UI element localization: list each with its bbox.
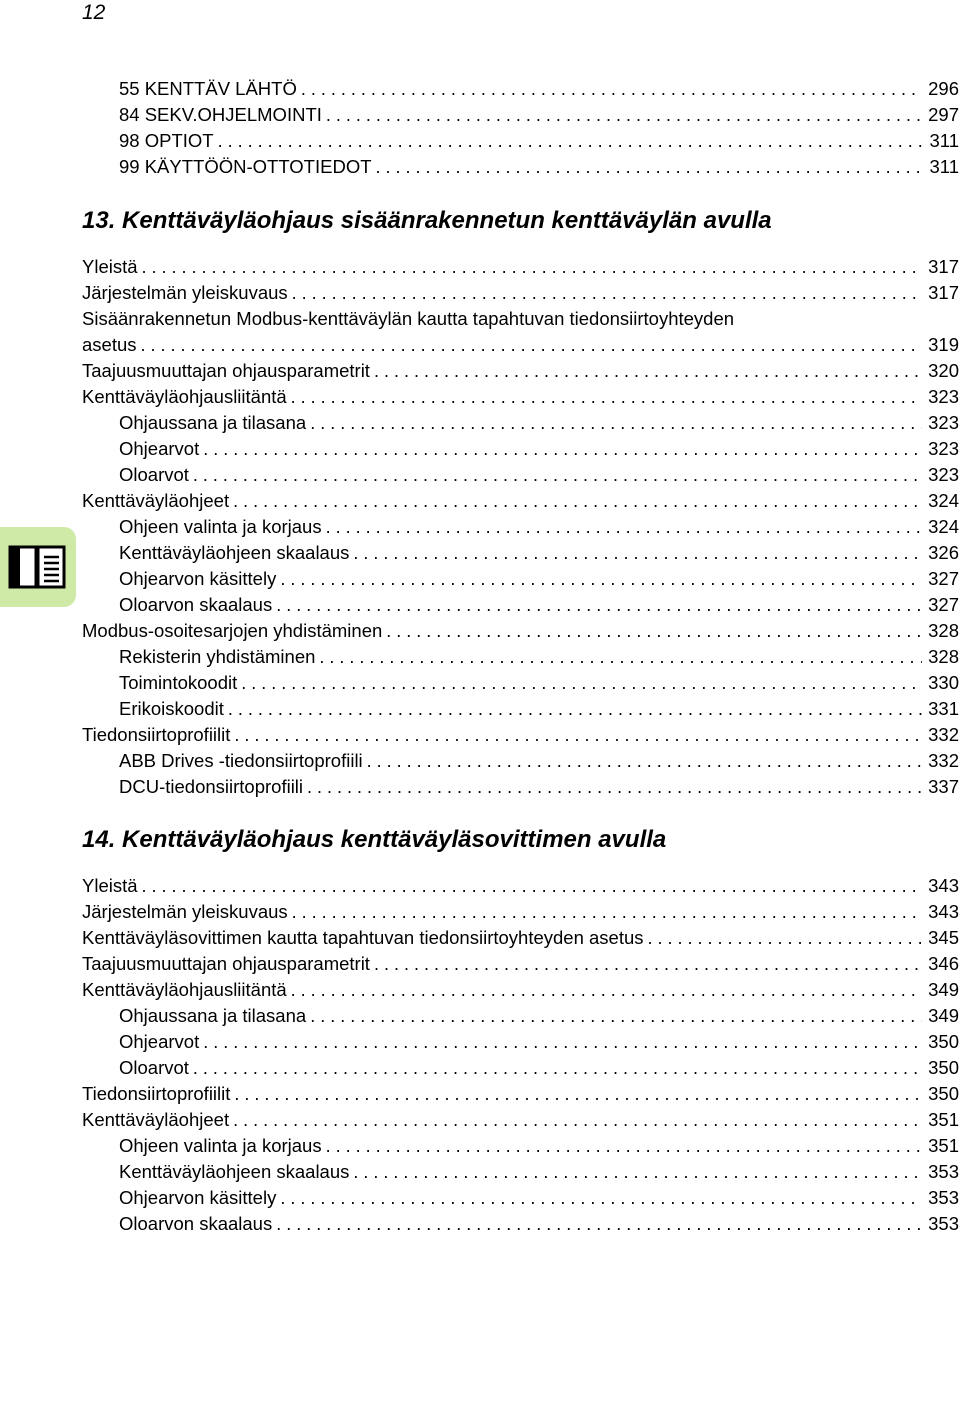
toc-entry[interactable] [119, 102, 959, 128]
entry-page: 353 [928, 1161, 959, 1182]
entry-title: Kenttäväyläohjeen skaalaus [119, 542, 350, 563]
entry-title: Kenttäväyläsovittimen kautta tapahtuvan tiedonsiirtoyhteyden asetus [82, 927, 644, 948]
entry-page: 343 [928, 875, 959, 896]
entry-page: 296 [928, 78, 959, 99]
entry-title: Taajuusmuuttajan ohjausparametrit [82, 953, 370, 974]
entry-page: 323 [928, 412, 959, 433]
entry-page: 324 [928, 490, 959, 511]
entry-title: asetus [82, 334, 137, 355]
entry-page: 351 [928, 1109, 959, 1130]
toc-entry[interactable] [82, 384, 959, 410]
entry-title: Oloarvon skaalaus [119, 1213, 273, 1234]
entry-title: Oloarvot [119, 464, 189, 485]
entry-page: 346 [928, 953, 959, 974]
entry-page: 317 [928, 256, 959, 277]
toc-entry[interactable] [82, 951, 959, 977]
entry-page: 327 [928, 568, 959, 589]
entry-page: 323 [928, 438, 959, 459]
toc-entry[interactable] [119, 128, 959, 154]
entry-page: 351 [928, 1135, 959, 1156]
entry-page: 350 [928, 1031, 959, 1052]
toc-entry[interactable] [119, 1055, 959, 1081]
toc-entry[interactable] [119, 1029, 959, 1055]
entry-title: Yleistä [82, 875, 138, 896]
entry-title: Kenttäväyläohjeet [82, 1109, 230, 1130]
toc-entry[interactable] [82, 977, 959, 1003]
entry-title: Tiedonsiirtoprofiilit [82, 724, 231, 745]
toc-entry[interactable] [119, 514, 959, 540]
toc-entry[interactable] [119, 462, 959, 488]
toc-entry[interactable] [119, 670, 959, 696]
chapter-heading: 14. Kenttäväyläohjaus kenttäväyläsovittimen avulla [82, 826, 667, 853]
entry-title: Tiedonsiirtoprofiilit [82, 1083, 231, 1104]
entry-page: 349 [928, 1005, 959, 1026]
entry-page: 343 [928, 901, 959, 922]
entry-title: Ohjaussana ja tilasana [119, 412, 307, 433]
entry-title: Ohjearvot [119, 1031, 200, 1052]
entry-page: 337 [928, 776, 959, 797]
entry-page: 353 [928, 1213, 959, 1234]
entry-page: 323 [928, 464, 959, 485]
toc-entry[interactable] [82, 618, 959, 644]
entry-title: Oloarvon skaalaus [119, 594, 273, 615]
toc-entry[interactable] [119, 154, 959, 180]
chapter-heading: 13. Kenttäväyläohjaus sisäänrakennetun kenttäväylän avulla [82, 207, 772, 234]
toc-entry[interactable] [119, 644, 959, 670]
entry-page: 328 [928, 646, 959, 667]
entry-page: 319 [928, 334, 959, 355]
toc-entry[interactable] [119, 566, 959, 592]
entry-title: Järjestelmän yleiskuvaus [82, 282, 288, 303]
toc-entry[interactable] [119, 696, 959, 722]
entry-page: 328 [928, 620, 959, 641]
toc-entry[interactable] [119, 748, 959, 774]
toc-entry[interactable] [119, 1211, 959, 1237]
entry-page: 327 [928, 594, 959, 615]
entry-page: 332 [928, 750, 959, 771]
toc-entry[interactable] [82, 899, 959, 925]
entry-page: 350 [928, 1057, 959, 1078]
entry-title: Kenttäväyläohjeen skaalaus [119, 1161, 350, 1182]
entry-page: 311 [929, 156, 959, 177]
entry-title: Ohjearvon käsittely [119, 568, 277, 589]
toc-entry[interactable] [82, 358, 959, 384]
entry-title: Oloarvot [119, 1057, 189, 1078]
entry-title: Kenttäväyläohjausliitäntä [82, 979, 287, 1000]
entry-title: Toimintokoodit [119, 672, 238, 693]
entry-title: Ohjaussana ja tilasana [119, 1005, 307, 1026]
entry-title: 84 SEKV.OHJELMOINTI [119, 104, 322, 125]
toc-entry[interactable] [82, 280, 959, 306]
entry-title: Järjestelmän yleiskuvaus [82, 901, 288, 922]
toc-entry[interactable] [119, 1003, 959, 1029]
toc-entry[interactable] [119, 592, 959, 618]
entry-page: 297 [928, 104, 959, 125]
toc-entry[interactable] [82, 488, 959, 514]
entry-page: 323 [928, 386, 959, 407]
toc-entry[interactable] [119, 774, 959, 800]
toc-entry[interactable] [119, 436, 959, 462]
page-number: 12 [82, 1, 106, 24]
entry-title: Kenttäväyläohjausliitäntä [82, 386, 287, 407]
entry-page: 331 [928, 698, 959, 719]
entry-title: ABB Drives -tiedonsiirtoprofiili [119, 750, 363, 771]
entry-title: 55 KENTTÄV LÄHTÖ [119, 78, 297, 99]
entry-page: 345 [928, 927, 959, 948]
entry-page: 317 [928, 282, 959, 303]
toc-entry[interactable] [119, 410, 959, 436]
toc-entry[interactable] [119, 1133, 959, 1159]
toc-entry[interactable] [119, 1185, 959, 1211]
toc-entry[interactable] [82, 722, 959, 748]
entry-page: 324 [928, 516, 959, 537]
entry-title: DCU-tiedonsiirtoprofiili [119, 776, 304, 797]
toc-entry[interactable] [82, 254, 959, 280]
entry-title: Yleistä [82, 256, 138, 277]
toc-entry[interactable] [119, 1159, 959, 1185]
entry-page: 332 [928, 724, 959, 745]
entry-title: Erikoiskoodit [119, 698, 224, 719]
entry-page: 326 [928, 542, 959, 563]
entry-title: Kenttäväyläohjeet [82, 490, 230, 511]
toc-entry[interactable] [82, 332, 959, 358]
entry-page: 350 [928, 1083, 959, 1104]
entry-page: 330 [928, 672, 959, 693]
entry-page: 320 [928, 360, 959, 381]
entry-page: 349 [928, 979, 959, 1000]
entry-title: 98 OPTIOT [119, 130, 214, 151]
entry-title: Ohjearvon käsittely [119, 1187, 277, 1208]
entry-title: Ohjeen valinta ja korjaus [119, 516, 322, 537]
entry-title: Modbus-osoitesarjojen yhdistäminen [82, 620, 383, 641]
entry-page: 353 [928, 1187, 959, 1208]
entry-title: Ohjeen valinta ja korjaus [119, 1135, 322, 1156]
entry-page: 311 [929, 130, 959, 151]
entry-title: Taajuusmuuttajan ohjausparametrit [82, 360, 370, 381]
toc-entry[interactable] [82, 1107, 959, 1133]
entry-title: 99 KÄYTTÖÖN-OTTOTIEDOT [119, 156, 372, 177]
book-icon [8, 543, 66, 591]
entry-title: Rekisterin yhdistäminen [119, 646, 316, 667]
entry-title-line1[interactable]: Sisäänrakennetun Modbus-kenttäväylän kautta tapahtuvan tiedonsiirtoyhteyden [82, 308, 735, 329]
toc-entry[interactable] [119, 76, 959, 102]
book-tab [0, 527, 76, 607]
toc-entry[interactable] [82, 873, 959, 899]
toc-entry[interactable] [82, 925, 959, 951]
toc-entry[interactable] [119, 540, 959, 566]
entry-title: Ohjearvot [119, 438, 200, 459]
toc-entry[interactable] [82, 1081, 959, 1107]
